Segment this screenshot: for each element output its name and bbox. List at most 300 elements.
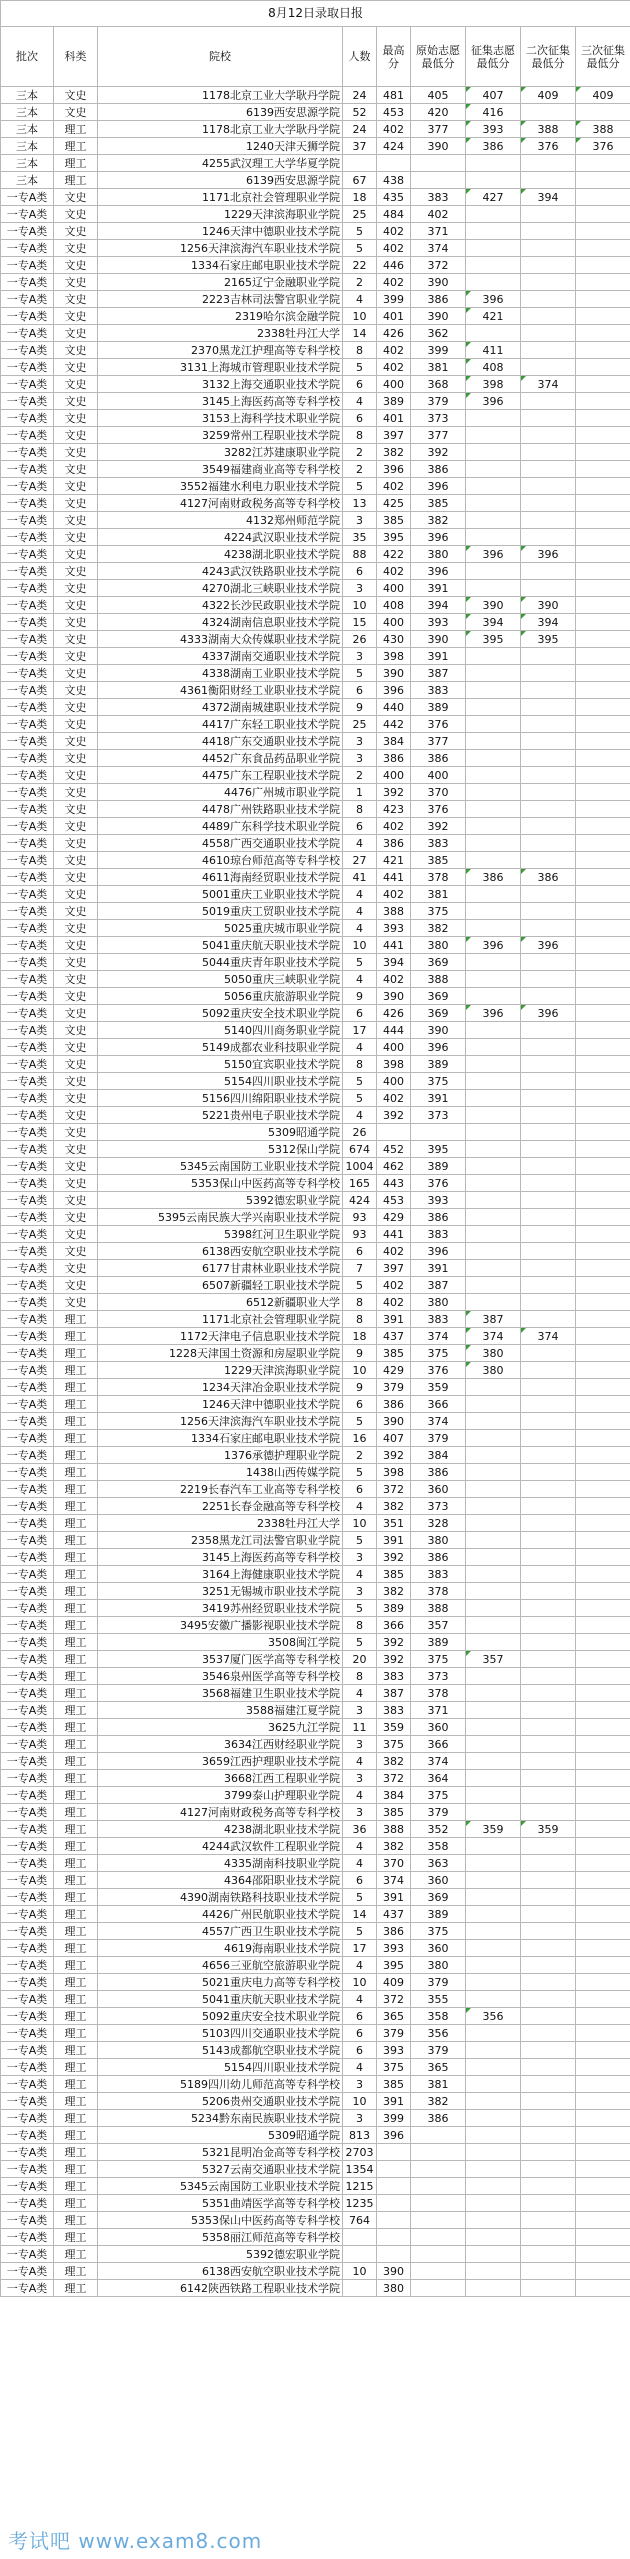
school-cell: 4238湖北职业技术学院 xyxy=(98,1821,343,1838)
count-cell: 6 xyxy=(343,1005,377,1022)
batch-cell: 一专A类 xyxy=(1,1634,54,1651)
category-cell: 文史 xyxy=(54,903,98,920)
count-cell: 6 xyxy=(343,2008,377,2025)
original-min-cell: 382 xyxy=(411,920,466,937)
school-cell: 4390湖南铁路科技职业技术学院 xyxy=(98,1889,343,1906)
category-cell: 文史 xyxy=(54,461,98,478)
original-min-cell: 379 xyxy=(411,1804,466,1821)
count-cell: 6 xyxy=(343,376,377,393)
second-min-cell: 396 xyxy=(521,546,576,563)
school-cell: 4475广东工程职业技术学院 xyxy=(98,767,343,784)
original-min-cell: 378 xyxy=(411,869,466,886)
max-score-cell: 390 xyxy=(377,665,411,682)
third-min-cell xyxy=(576,172,630,189)
original-min-cell xyxy=(411,2127,466,2144)
category-cell: 文史 xyxy=(54,427,98,444)
table-row xyxy=(1,903,630,920)
category-cell: 理工 xyxy=(54,2025,98,2042)
solicit-min-cell xyxy=(466,512,521,529)
original-min-cell: 381 xyxy=(411,359,466,376)
second-min-cell xyxy=(521,1685,576,1702)
count-cell: 9 xyxy=(343,988,377,1005)
table-row xyxy=(1,1957,630,1974)
max-score-cell: 382 xyxy=(377,1753,411,1770)
category-cell: 文史 xyxy=(54,291,98,308)
solicit-min-cell xyxy=(466,1583,521,1600)
category-cell: 文史 xyxy=(54,1277,98,1294)
batch-cell: 一专A类 xyxy=(1,1872,54,1889)
original-min-cell: 355 xyxy=(411,1991,466,2008)
max-score-cell: 423 xyxy=(377,801,411,818)
batch-cell: 一专A类 xyxy=(1,1770,54,1787)
school-cell: 5025重庆城市职业学院 xyxy=(98,920,343,937)
third-min-cell xyxy=(576,2042,630,2059)
count-cell: 424 xyxy=(343,1192,377,1209)
school-cell: 4324湖南信息职业技术学院 xyxy=(98,614,343,631)
max-score-cell: 402 xyxy=(377,223,411,240)
count-cell: 4 xyxy=(343,1753,377,1770)
second-min-cell xyxy=(521,801,576,818)
max-score-cell xyxy=(377,155,411,172)
second-min-cell xyxy=(521,1158,576,1175)
count-cell: 10 xyxy=(343,1974,377,1991)
max-score-cell: 389 xyxy=(377,393,411,410)
batch-cell: 一专A类 xyxy=(1,206,54,223)
original-min-cell: 390 xyxy=(411,308,466,325)
max-score-cell: 425 xyxy=(377,495,411,512)
original-min-cell: 380 xyxy=(411,1294,466,1311)
category-cell: 文史 xyxy=(54,716,98,733)
batch-cell: 三本 xyxy=(1,121,54,138)
solicit-min-cell xyxy=(466,733,521,750)
category-cell: 文史 xyxy=(54,767,98,784)
third-min-cell xyxy=(576,1226,630,1243)
second-min-cell xyxy=(521,1736,576,1753)
batch-cell: 一专A类 xyxy=(1,886,54,903)
count-cell: 15 xyxy=(343,614,377,631)
second-min-cell xyxy=(521,1702,576,1719)
original-min-cell: 379 xyxy=(411,1430,466,1447)
school-cell: 5044重庆青年职业技术学院 xyxy=(98,954,343,971)
count-cell: 4 xyxy=(343,393,377,410)
category-cell: 理工 xyxy=(54,1447,98,1464)
batch-cell: 一专A类 xyxy=(1,1396,54,1413)
count-cell: 3 xyxy=(343,1549,377,1566)
batch-cell: 一专A类 xyxy=(1,308,54,325)
count-cell: 4 xyxy=(343,1039,377,1056)
original-min-cell: 370 xyxy=(411,784,466,801)
school-cell: 2338牡丹江大学 xyxy=(98,1515,343,1532)
school-cell: 5092重庆安全技术职业学院 xyxy=(98,2008,343,2025)
max-score-cell: 435 xyxy=(377,189,411,206)
solicit-min-cell xyxy=(466,1464,521,1481)
second-min-cell xyxy=(521,1311,576,1328)
count-cell: 165 xyxy=(343,1175,377,1192)
category-cell: 文史 xyxy=(54,189,98,206)
table-row xyxy=(1,1158,630,1175)
batch-cell: 三本 xyxy=(1,138,54,155)
batch-cell: 一专A类 xyxy=(1,1549,54,1566)
max-score-cell: 401 xyxy=(377,308,411,325)
max-score-cell: 400 xyxy=(377,1039,411,1056)
original-min-cell: 389 xyxy=(411,1634,466,1651)
max-score-cell: 462 xyxy=(377,1158,411,1175)
max-score-cell: 385 xyxy=(377,1804,411,1821)
table-row xyxy=(1,1022,630,1039)
count-cell: 4 xyxy=(343,1855,377,1872)
count-cell: 4 xyxy=(343,886,377,903)
school-cell: 5021重庆电力高等专科学校 xyxy=(98,1974,343,1991)
school-cell: 5392德宏职业学院 xyxy=(98,1192,343,1209)
batch-cell: 一专A类 xyxy=(1,2161,54,2178)
solicit-min-cell: 421 xyxy=(466,308,521,325)
school-cell: 5092重庆安全技术职业学院 xyxy=(98,1005,343,1022)
batch-cell: 一专A类 xyxy=(1,257,54,274)
original-min-cell: 400 xyxy=(411,767,466,784)
school-cell: 3588福建江夏学院 xyxy=(98,1702,343,1719)
solicit-min-cell xyxy=(466,1379,521,1396)
count-cell: 4 xyxy=(343,291,377,308)
table-row xyxy=(1,2025,630,2042)
third-min-cell xyxy=(576,546,630,563)
school-cell: 4322长沙民政职业技术学院 xyxy=(98,597,343,614)
third-min-cell xyxy=(576,308,630,325)
batch-cell: 一专A类 xyxy=(1,342,54,359)
original-min-cell: 379 xyxy=(411,2042,466,2059)
max-score-cell: 365 xyxy=(377,2008,411,2025)
count-cell: 1215 xyxy=(343,2178,377,2195)
third-min-cell xyxy=(576,733,630,750)
max-score-cell: 392 xyxy=(377,784,411,801)
batch-cell: 一专A类 xyxy=(1,2212,54,2229)
batch-cell: 一专A类 xyxy=(1,1906,54,1923)
batch-cell: 一专A类 xyxy=(1,2042,54,2059)
original-min-cell: 374 xyxy=(411,240,466,257)
school-cell: 4610琼台师范高等专科学校 xyxy=(98,852,343,869)
max-score-cell: 409 xyxy=(377,1974,411,1991)
third-min-cell xyxy=(576,1311,630,1328)
solicit-min-cell: 380 xyxy=(466,1362,521,1379)
school-cell: 4417广东轻工职业技术学院 xyxy=(98,716,343,733)
batch-cell: 一专A类 xyxy=(1,699,54,716)
table-row xyxy=(1,1379,630,1396)
solicit-min-cell xyxy=(466,835,521,852)
third-min-cell xyxy=(576,852,630,869)
max-score-cell: 366 xyxy=(377,1617,411,1634)
table-row xyxy=(1,767,630,784)
max-score-cell: 481 xyxy=(377,87,411,104)
third-min-cell xyxy=(576,291,630,308)
solicit-min-cell: 396 xyxy=(466,291,521,308)
max-score-cell: 379 xyxy=(377,2025,411,2042)
solicit-min-cell xyxy=(466,852,521,869)
third-min-cell xyxy=(576,937,630,954)
count-cell: 5 xyxy=(343,1090,377,1107)
third-min-cell xyxy=(576,2178,630,2195)
original-min-cell: 387 xyxy=(411,1277,466,1294)
count-cell: 5 xyxy=(343,1889,377,1906)
solicit-min-cell xyxy=(466,1685,521,1702)
max-score-cell: 382 xyxy=(377,444,411,461)
max-score-cell xyxy=(377,2195,411,2212)
category-cell: 文史 xyxy=(54,852,98,869)
count-cell: 18 xyxy=(343,1328,377,1345)
third-min-cell xyxy=(576,376,630,393)
category-cell: 理工 xyxy=(54,1855,98,1872)
original-min-cell: 389 xyxy=(411,699,466,716)
original-min-cell: 381 xyxy=(411,886,466,903)
category-cell: 理工 xyxy=(54,1685,98,1702)
school-cell: 2251长春金融高等专科学校 xyxy=(98,1498,343,1515)
original-min-cell: 389 xyxy=(411,1158,466,1175)
category-cell: 理工 xyxy=(54,2246,98,2263)
solicit-min-cell xyxy=(466,1226,521,1243)
school-cell: 1240天津天狮学院 xyxy=(98,138,343,155)
table-row xyxy=(1,1413,630,1430)
table-row xyxy=(1,835,630,852)
original-min-cell: 328 xyxy=(411,1515,466,1532)
third-min-cell xyxy=(576,155,630,172)
third-min-cell xyxy=(576,325,630,342)
original-min-cell xyxy=(411,172,466,189)
solicit-min-cell xyxy=(466,1736,521,1753)
table-row xyxy=(1,2093,630,2110)
solicit-min-cell xyxy=(466,478,521,495)
count-cell: 10 xyxy=(343,1362,377,1379)
second-min-cell xyxy=(521,665,576,682)
max-score-cell: 392 xyxy=(377,1447,411,1464)
table-row xyxy=(1,1345,630,1362)
second-min-cell xyxy=(521,444,576,461)
school-cell: 5154四川职业技术学院 xyxy=(98,1073,343,1090)
original-min-cell xyxy=(411,155,466,172)
count-cell: 36 xyxy=(343,1821,377,1838)
school-cell: 3153上海科学技术职业学院 xyxy=(98,410,343,427)
third-min-cell xyxy=(576,1243,630,1260)
second-min-cell xyxy=(521,2127,576,2144)
max-score-cell: 402 xyxy=(377,818,411,835)
max-score-cell: 387 xyxy=(377,1685,411,1702)
count-cell: 9 xyxy=(343,1379,377,1396)
category-cell: 文史 xyxy=(54,699,98,716)
solicit-min-cell xyxy=(466,2144,521,2161)
third-min-cell xyxy=(576,393,630,410)
table-row xyxy=(1,478,630,495)
third-min-cell xyxy=(576,2076,630,2093)
category-cell: 理工 xyxy=(54,1838,98,1855)
third-min-cell xyxy=(576,1617,630,1634)
third-min-cell xyxy=(576,631,630,648)
max-score-cell: 390 xyxy=(377,1413,411,1430)
solicit-min-cell xyxy=(466,1430,521,1447)
count-cell: 2703 xyxy=(343,2144,377,2161)
count-cell: 17 xyxy=(343,1022,377,1039)
category-cell: 理工 xyxy=(54,1634,98,1651)
school-cell: 6138西安航空职业技术学院 xyxy=(98,2263,343,2280)
solicit-min-cell xyxy=(466,427,521,444)
count-cell: 24 xyxy=(343,121,377,138)
school-cell: 5312保山学院 xyxy=(98,1141,343,1158)
third-min-cell xyxy=(576,614,630,631)
original-min-cell: 372 xyxy=(411,257,466,274)
third-min-cell xyxy=(576,1379,630,1396)
school-cell: 5206贵州交通职业技术学院 xyxy=(98,2093,343,2110)
original-min-cell: 356 xyxy=(411,2025,466,2042)
max-score-cell: 407 xyxy=(377,1430,411,1447)
count-cell: 8 xyxy=(343,801,377,818)
original-min-cell: 394 xyxy=(411,597,466,614)
second-min-cell xyxy=(521,852,576,869)
school-cell: 2358黑龙江司法警官职业学院 xyxy=(98,1532,343,1549)
second-min-cell xyxy=(521,954,576,971)
second-min-cell xyxy=(521,1464,576,1481)
solicit-min-cell xyxy=(466,1243,521,1260)
third-min-cell xyxy=(576,1583,630,1600)
max-score-cell: 394 xyxy=(377,954,411,971)
max-score-cell: 452 xyxy=(377,1141,411,1158)
original-min-cell: 368 xyxy=(411,376,466,393)
count-cell: 5 xyxy=(343,1413,377,1430)
batch-cell: 一专A类 xyxy=(1,1192,54,1209)
count-cell: 3 xyxy=(343,1702,377,1719)
solicit-min-cell xyxy=(466,1022,521,1039)
second-min-cell xyxy=(521,240,576,257)
solicit-min-cell: 408 xyxy=(466,359,521,376)
table-row xyxy=(1,1481,630,1498)
count-cell: 3 xyxy=(343,733,377,750)
batch-cell: 一专A类 xyxy=(1,1583,54,1600)
school-cell: 3282江苏建康职业学院 xyxy=(98,444,343,461)
category-cell: 文史 xyxy=(54,376,98,393)
school-cell: 4132郑州师范学院 xyxy=(98,512,343,529)
third-min-cell xyxy=(576,920,630,937)
original-min-cell: 366 xyxy=(411,1736,466,1753)
solicit-min-cell xyxy=(466,1566,521,1583)
solicit-min-cell: 398 xyxy=(466,376,521,393)
original-min-cell xyxy=(411,2280,466,2297)
third-min-cell xyxy=(576,835,630,852)
second-min-cell xyxy=(521,563,576,580)
batch-cell: 三本 xyxy=(1,155,54,172)
batch-cell: 一专A类 xyxy=(1,240,54,257)
count-cell: 35 xyxy=(343,529,377,546)
solicit-min-cell xyxy=(466,325,521,342)
original-min-cell: 383 xyxy=(411,682,466,699)
table-row xyxy=(1,546,630,563)
original-min-cell: 352 xyxy=(411,1821,466,1838)
third-min-cell xyxy=(576,1566,630,1583)
second-min-cell xyxy=(521,1668,576,1685)
second-min-cell: 394 xyxy=(521,189,576,206)
solicit-min-cell xyxy=(466,1260,521,1277)
category-cell: 理工 xyxy=(54,1532,98,1549)
batch-cell: 一专A类 xyxy=(1,2229,54,2246)
table-row xyxy=(1,121,630,138)
max-score-cell: 440 xyxy=(377,699,411,716)
solicit-min-cell xyxy=(466,665,521,682)
max-score-cell: 402 xyxy=(377,359,411,376)
original-min-cell: 392 xyxy=(411,818,466,835)
count-cell: 10 xyxy=(343,597,377,614)
count-cell: 2 xyxy=(343,1447,377,1464)
third-min-cell xyxy=(576,2195,630,2212)
count-cell: 813 xyxy=(343,2127,377,2144)
second-min-cell: 390 xyxy=(521,597,576,614)
table-row xyxy=(1,1090,630,1107)
table-row xyxy=(1,1549,630,1566)
batch-cell: 一专A类 xyxy=(1,1073,54,1090)
school-cell: 3537厦门医学高等专科学校 xyxy=(98,1651,343,1668)
category-cell: 文史 xyxy=(54,920,98,937)
solicit-min-cell xyxy=(466,1192,521,1209)
original-min-cell: 373 xyxy=(411,1498,466,1515)
original-min-cell: 374 xyxy=(411,1328,466,1345)
max-score-cell: 386 xyxy=(377,835,411,852)
max-score-cell: 424 xyxy=(377,138,411,155)
batch-cell: 一专A类 xyxy=(1,410,54,427)
category-cell: 文史 xyxy=(54,801,98,818)
second-min-cell xyxy=(521,920,576,937)
second-min-cell xyxy=(521,427,576,444)
table-row xyxy=(1,1192,630,1209)
count-cell: 3 xyxy=(343,648,377,665)
table-row xyxy=(1,2042,630,2059)
table-row xyxy=(1,393,630,410)
school-cell: 2319哈尔滨金融学院 xyxy=(98,308,343,325)
count-cell xyxy=(343,2280,377,2297)
max-score-cell: 400 xyxy=(377,580,411,597)
count-cell: 9 xyxy=(343,1345,377,1362)
max-score-cell: 375 xyxy=(377,1736,411,1753)
original-min-cell xyxy=(411,2161,466,2178)
batch-cell: 一专A类 xyxy=(1,1362,54,1379)
third-min-cell xyxy=(576,1668,630,1685)
original-min-cell: 383 xyxy=(411,835,466,852)
third-min-cell xyxy=(576,1124,630,1141)
max-score-cell xyxy=(377,1124,411,1141)
category-cell: 文史 xyxy=(54,308,98,325)
school-cell: 4611海南经贸职业技术学院 xyxy=(98,869,343,886)
table-row xyxy=(1,257,630,274)
solicit-min-cell xyxy=(466,648,521,665)
second-min-cell xyxy=(521,1600,576,1617)
third-min-cell xyxy=(576,427,630,444)
solicit-min-cell xyxy=(466,1855,521,1872)
max-score-cell: 389 xyxy=(377,1600,411,1617)
third-min-cell xyxy=(576,1175,630,1192)
solicit-min-cell: 396 xyxy=(466,1005,521,1022)
second-min-cell xyxy=(521,529,576,546)
batch-cell: 一专A类 xyxy=(1,461,54,478)
second-min-cell xyxy=(521,104,576,121)
school-cell: 5321昆明冶金高等专科学校 xyxy=(98,2144,343,2161)
third-min-cell xyxy=(576,988,630,1005)
school-cell: 5221贵州电子职业技术学院 xyxy=(98,1107,343,1124)
solicit-min-cell xyxy=(466,903,521,920)
school-cell: 4489广东科学技术职业学院 xyxy=(98,818,343,835)
table-row xyxy=(1,1872,630,1889)
category-cell: 理工 xyxy=(54,2161,98,2178)
batch-cell: 一专A类 xyxy=(1,495,54,512)
max-score-cell: 446 xyxy=(377,257,411,274)
original-min-cell: 383 xyxy=(411,189,466,206)
third-min-cell xyxy=(576,1974,630,1991)
original-min-cell: 386 xyxy=(411,1209,466,1226)
second-min-cell xyxy=(521,325,576,342)
batch-cell: 一专A类 xyxy=(1,1124,54,1141)
count-cell: 7 xyxy=(343,1260,377,1277)
count-cell: 6 xyxy=(343,2025,377,2042)
